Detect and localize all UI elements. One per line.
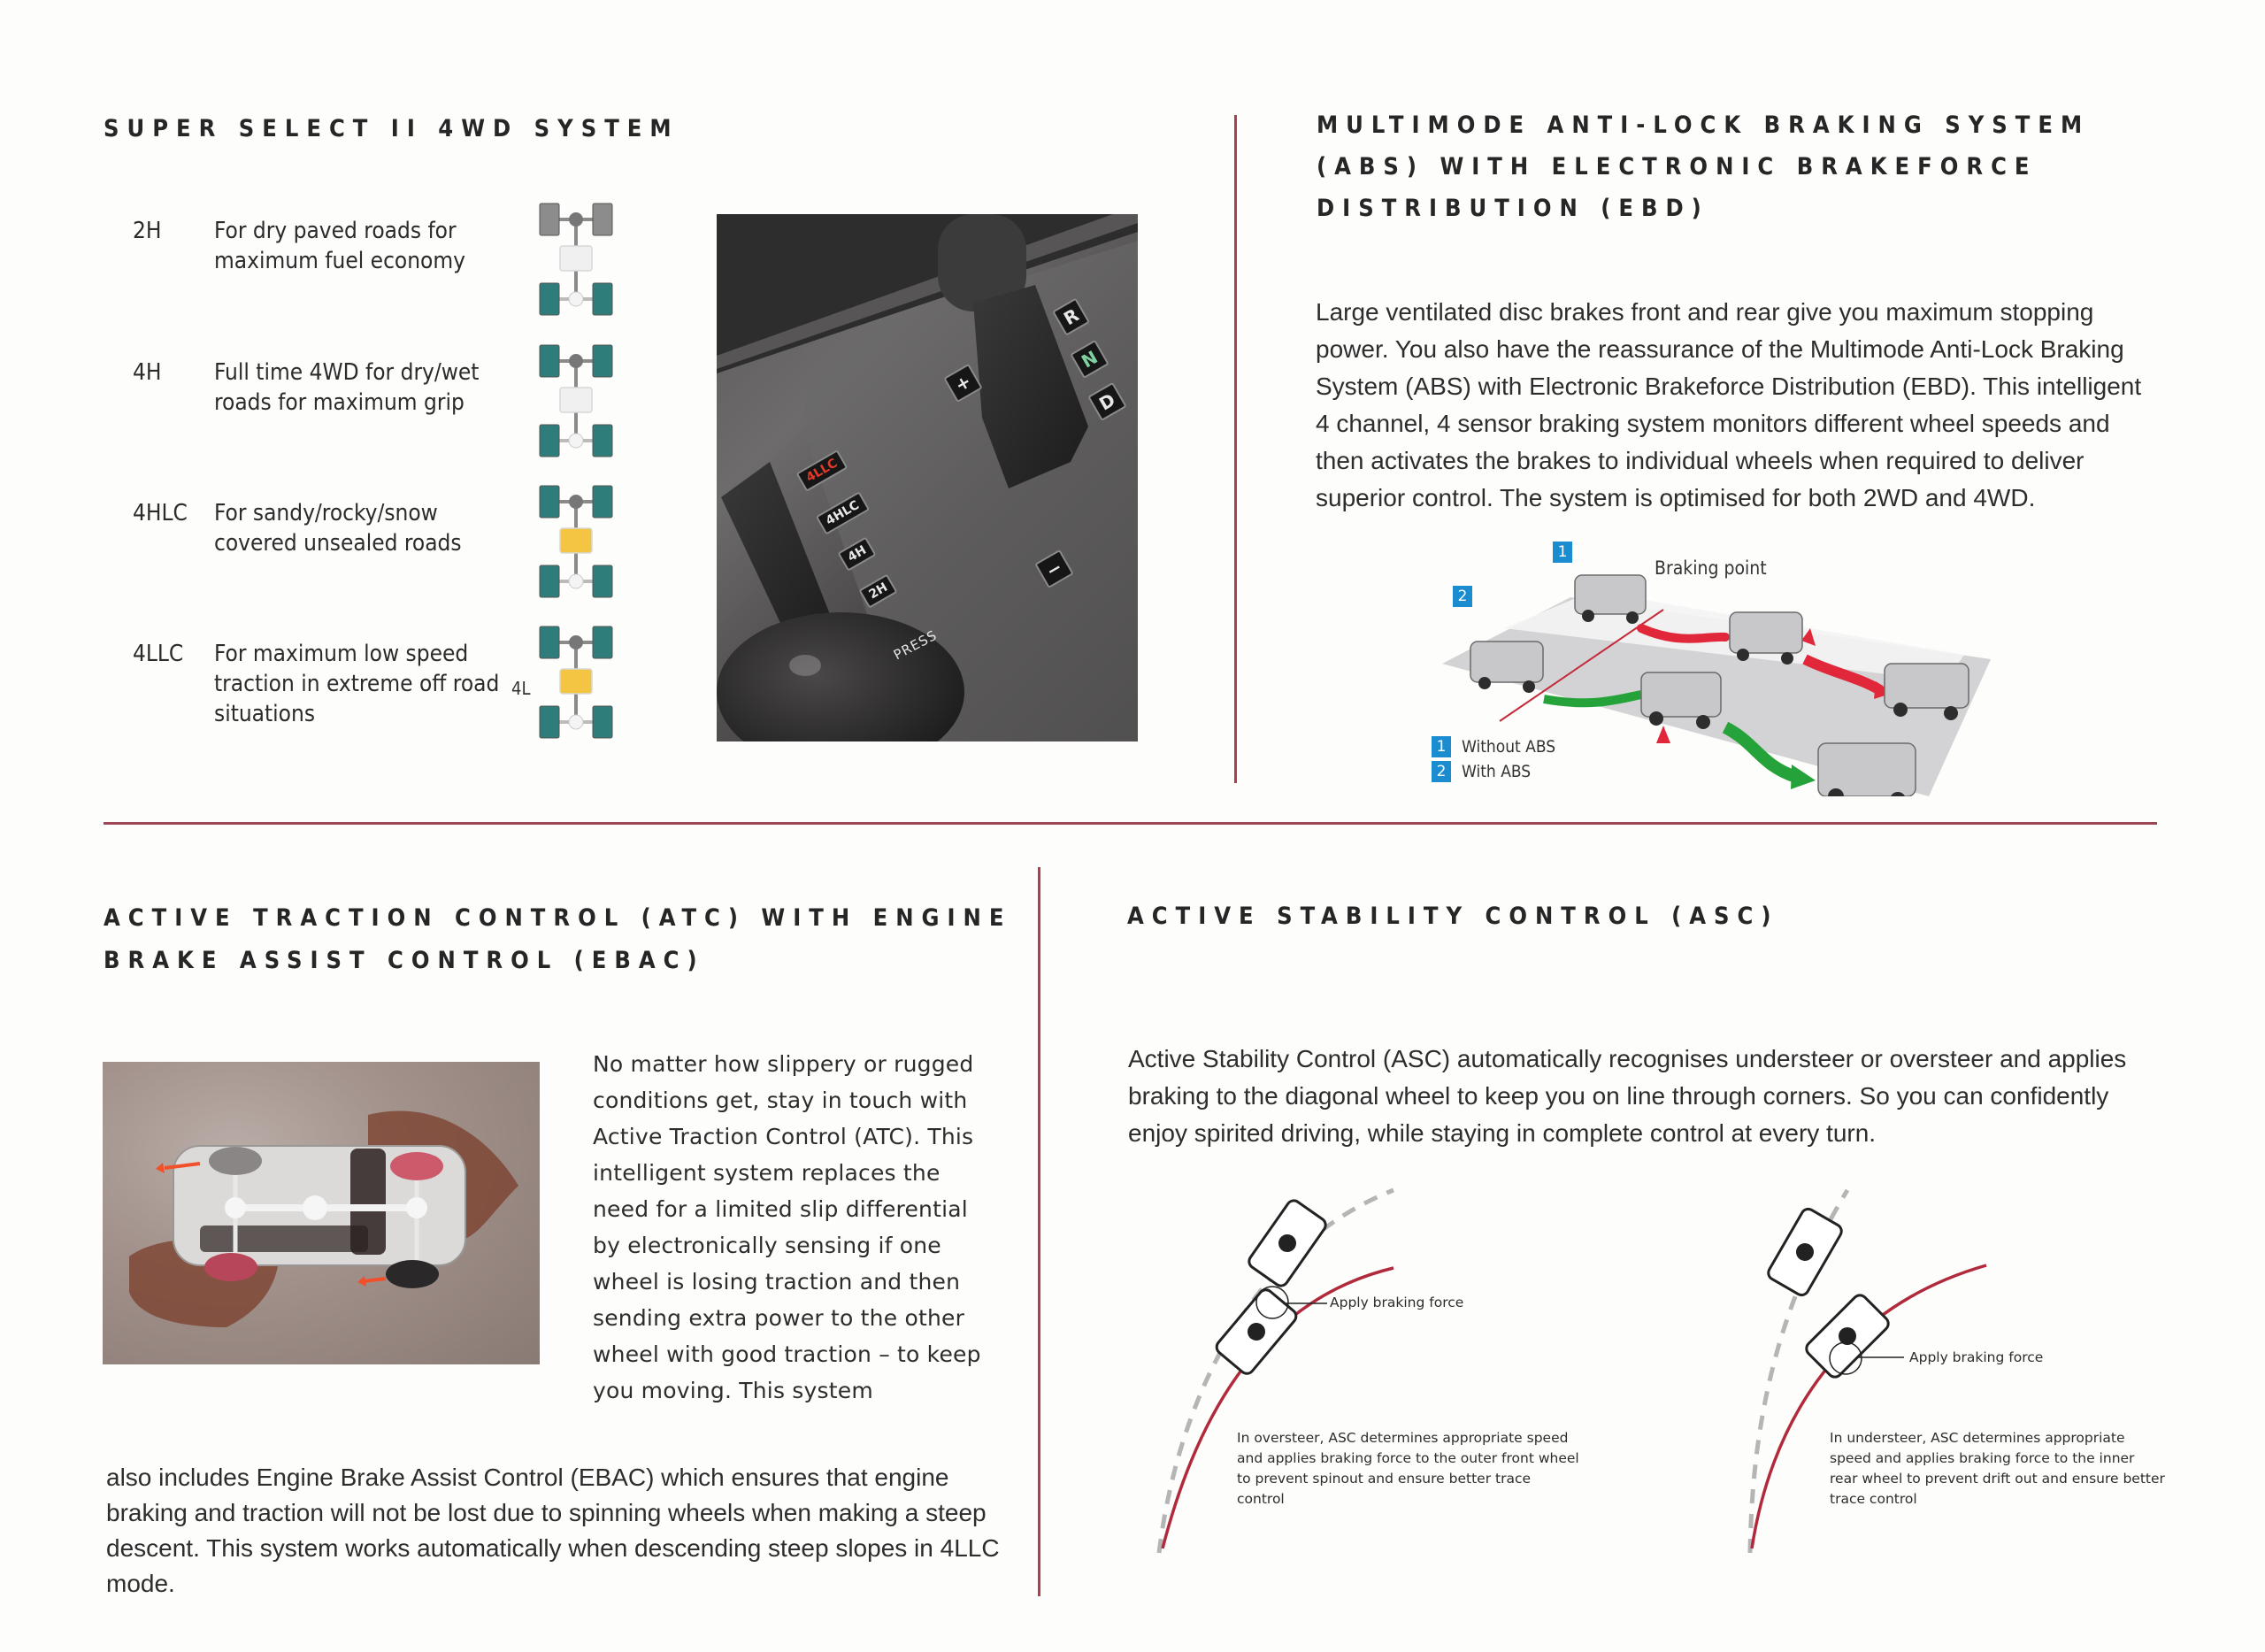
wheel-icon	[209, 1147, 262, 1175]
drive-mode-code: 4H	[133, 359, 162, 386]
asc-caption: In understeer, ASC determines appropriate speed and applies braking force to the inner rear wheel to prevent drift out and ensure better trace control	[1830, 1430, 2165, 1507]
asc-caption: In oversteer, ASC determines appropriate speed and applies braking force to the outer front wheel to prevent spinout and ensure better trace control	[1237, 1430, 1579, 1507]
drive-mode-4llc	[133, 639, 628, 754]
with-abs-arrowhead	[1791, 765, 1816, 789]
atc-body-narrow: No matter how slippery or rugged conditions get, stay in touch with Active Traction Control (ATC). This intelligent system replaces the need for a limited slip differential by electronically sensing if one wheel is losing traction and then sending extra power to the other wheel with good traction – to keep you moving. This system	[593, 1051, 981, 1403]
rear-diff	[569, 574, 583, 588]
wheel-icon	[204, 1253, 257, 1281]
drivetrain-icon	[536, 343, 616, 458]
drive-mode-4h	[133, 357, 628, 473]
atc-title-line: ACTIVE TRACTION CONTROL (ATC) WITH ENGINE	[104, 904, 1012, 932]
shifter-gear-label: R	[1052, 297, 1090, 335]
braking-point-label: Braking point	[1655, 557, 1767, 579]
car-icon	[1641, 672, 1721, 717]
atc-illustration	[103, 1062, 540, 1364]
asc-oversteer-diagram	[1150, 1177, 1610, 1584]
drivetrain-icon	[536, 625, 616, 740]
drivetrain-icon	[536, 202, 616, 317]
car-icon	[1575, 575, 1646, 614]
divider-horizontal	[104, 822, 2157, 825]
rear-wheel	[593, 706, 612, 738]
divider-bottom-vertical	[1038, 867, 1040, 1596]
shifter-gear-label: N	[1070, 340, 1109, 379]
front-wheel	[540, 486, 559, 518]
atc-title	[104, 897, 1011, 982]
legend-badge: 2	[1432, 761, 1451, 782]
wheel-icon	[386, 1260, 439, 1288]
drive-mode-4hlc	[133, 498, 628, 613]
rear-diff	[569, 715, 583, 729]
shifter-gear-label: D	[1087, 382, 1126, 421]
drive-mode-description: For sandy/rocky/snow covered unsealed roads	[214, 500, 462, 557]
front-wheel	[540, 204, 559, 235]
centre-diff	[560, 528, 592, 553]
car-icon	[1730, 612, 1802, 653]
atc-vehicle-photo	[103, 1062, 540, 1364]
drive-mode-code: 2H	[133, 218, 162, 244]
super-select-title: SUPER SELECT II 4WD SYSTEM	[104, 115, 680, 142]
legend-badge: 1	[1432, 736, 1451, 757]
drivetrain-icon	[536, 484, 616, 599]
car-icon	[1247, 1198, 1329, 1288]
rear-wheel	[540, 565, 559, 597]
abs-diagram	[1416, 531, 2017, 796]
car-icon	[1766, 1207, 1844, 1298]
lane-badge-2: 2	[1453, 586, 1472, 607]
force-arrow	[364, 1279, 386, 1281]
front-diff	[569, 212, 583, 227]
shifter-transfer-label: 4HLC	[816, 491, 870, 534]
shifter-minus-label: −	[1034, 549, 1073, 588]
car-icon	[1885, 664, 1969, 708]
rear-diff	[569, 434, 583, 448]
drive-mode-2h	[133, 216, 628, 331]
front-wheel	[593, 204, 612, 235]
asc-title: ACTIVE STABILITY CONTROL (ASC)	[1127, 903, 1779, 930]
front-wheel	[593, 626, 612, 658]
abs-body: Large ventilated disc brakes front and rear give you maximum stopping power. You also have the reassurance of the Multimode Anti-Lock Braking System (ABS) with Electronic Brakeforce Distribution (EBD). This intelligent 4 channel, 4 sensor braking system monitors different wheel speeds and then activates the brakes to individual wheels when required to deliver superior control. The system is optimised for both 2WD and 4WD.	[1316, 298, 2142, 511]
asc-callout-label: Apply braking force	[1909, 1349, 2044, 1365]
asc-understeer-diagram	[1734, 1177, 2194, 1584]
drive-mode-description: For dry paved roads for maximum fuel economy	[214, 218, 465, 274]
drivetrain-range-label: 4L	[511, 678, 531, 699]
rear-wheel	[593, 425, 612, 457]
drive-mode-code: 4LLC	[133, 641, 184, 667]
rear-wheel	[593, 283, 612, 315]
rear-diff	[569, 292, 583, 306]
car-icon	[1804, 1293, 1892, 1380]
car-icon	[1470, 642, 1543, 682]
rear-wheel	[540, 283, 559, 315]
centre-diff	[560, 669, 592, 694]
front-diff	[569, 635, 583, 649]
asc-body: Active Stability Control (ASC) automatically recognises understeer or oversteer and applies braking to the diagonal wheel to keep you on line through corners. So you can confidently enjoy spirited driving, while staying in complete control at every turn.	[1128, 1045, 2127, 1147]
shifter-transfer-label: 4H	[838, 536, 877, 572]
legend-label: Without ABS	[1462, 737, 1556, 757]
abs-title-line: MULTIMODE ANTI-LOCK BRAKING SYSTEM	[1317, 111, 2091, 139]
front-diff	[569, 495, 583, 509]
car-icon	[1818, 743, 1916, 796]
shifter-illustration	[717, 214, 1138, 741]
front-diff	[569, 354, 583, 368]
atc-body-wide: also includes Engine Brake Assist Control (EBAC) which ensures that engine braking and traction will not be lost due to spinning wheels when making a steep descent. This system works automatically when descending steep slopes in 4LLC mode.	[106, 1464, 1000, 1597]
shifter-transfer-label: 4LLC	[796, 449, 848, 492]
rear-wheel	[593, 565, 612, 597]
lane-badge-1: 1	[1553, 542, 1572, 563]
rear-wheel	[540, 706, 559, 738]
rear-wheel	[540, 425, 559, 457]
shifter-photo	[717, 214, 1138, 741]
centre-diff	[560, 388, 592, 412]
atc-title-line: BRAKE ASSIST CONTROL (EBAC)	[104, 947, 705, 974]
drive-mode-description: Full time 4WD for dry/wet roads for maximum grip	[214, 359, 480, 416]
drive-mode-description: For maximum low speed traction in extreme off road situations	[214, 641, 500, 727]
legend-label: With ABS	[1462, 762, 1532, 781]
cone-icon	[1656, 726, 1670, 743]
wheel-icon	[390, 1152, 443, 1180]
front-wheel	[593, 345, 612, 377]
shifter-transfer-label: 2H	[859, 573, 898, 609]
abs-title-line: (ABS) WITH ELECTRONIC BRAKEFORCE	[1317, 153, 2038, 181]
divider-top-vertical	[1234, 115, 1237, 783]
shifter-press-label: PRESS	[890, 626, 941, 664]
shifter-plus-label: +	[943, 364, 982, 403]
centre-diff	[560, 246, 592, 271]
drive-mode-code: 4HLC	[133, 500, 188, 526]
front-wheel	[540, 345, 559, 377]
abs-title	[1317, 104, 2090, 229]
front-wheel	[540, 626, 559, 658]
abs-title-line: DISTRIBUTION (EBD)	[1317, 195, 1709, 222]
asc-callout-label: Apply braking force	[1330, 1295, 1464, 1310]
front-wheel	[593, 486, 612, 518]
